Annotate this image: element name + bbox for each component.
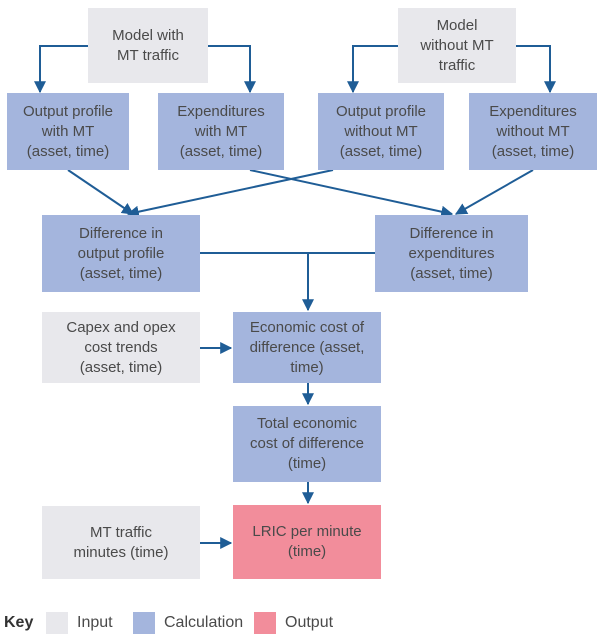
arrow-model-with-to-expend-with bbox=[208, 46, 250, 92]
legend-title: Key bbox=[4, 614, 34, 631]
arrow-expend-with-to-diff-expend bbox=[250, 170, 452, 214]
legend bbox=[0, 612, 611, 636]
difference-expenditures-box: Difference in expenditures (asset, time) bbox=[375, 215, 528, 292]
arrow-model-without-to-output-without bbox=[353, 46, 398, 92]
legend-swatch-output bbox=[254, 612, 276, 634]
output-profile-with-mt-box: Output profile with MT (asset, time) bbox=[7, 93, 129, 170]
legend-swatch-calculation bbox=[133, 612, 155, 634]
legend-swatch-input bbox=[46, 612, 68, 634]
capex-opex-trends-box: Capex and opex cost trends (asset, time) bbox=[42, 312, 200, 383]
model-without-mt-box: Model without MT traffic bbox=[398, 8, 516, 83]
arrow-expend-without-to-diff-expend bbox=[456, 170, 533, 214]
model-with-mt-box: Model with MT traffic bbox=[88, 8, 208, 83]
arrow-model-without-to-expend-without bbox=[516, 46, 550, 92]
arrow-output-without-to-diff-output bbox=[128, 170, 333, 214]
legend-label-calculation: Calculation bbox=[164, 614, 244, 631]
lric-per-minute-box: LRIC per minute (time) bbox=[233, 505, 381, 579]
arrow-output-with-to-diff-output bbox=[68, 170, 133, 214]
difference-output-profile-box: Difference in output profile (asset, time) bbox=[42, 215, 200, 292]
total-economic-cost-box: Total economic cost of difference (time) bbox=[233, 406, 381, 482]
legend-label-output: Output bbox=[285, 614, 334, 631]
arrow-model-with-to-output-with bbox=[40, 46, 88, 92]
output-profile-without-mt-box: Output profile without MT (asset, time) bbox=[318, 93, 444, 170]
legend-label-input: Input bbox=[77, 614, 113, 631]
mt-traffic-minutes-box: MT traffic minutes (time) bbox=[42, 506, 200, 579]
expenditures-without-mt-box: Expenditures without MT (asset, time) bbox=[469, 93, 597, 170]
economic-cost-difference-box: Economic cost of difference (asset, time) bbox=[233, 312, 381, 383]
expenditures-with-mt-box: Expenditures with MT (asset, time) bbox=[158, 93, 284, 170]
